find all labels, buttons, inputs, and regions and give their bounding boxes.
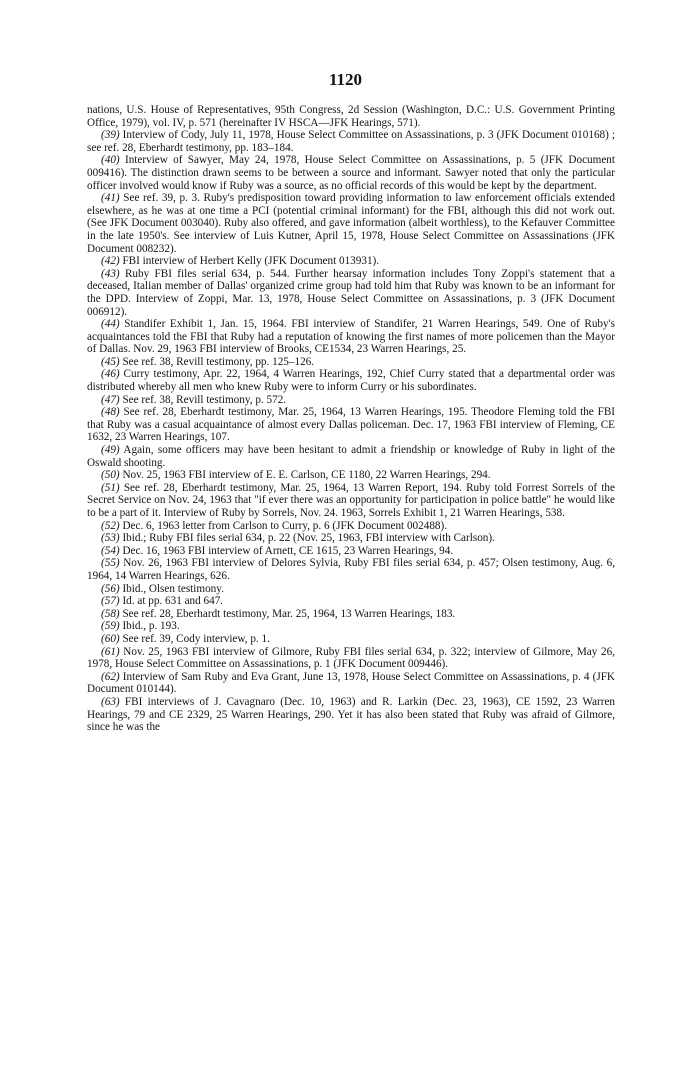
footnote-text: Dec. 16, 1963 FBI interview of Arnett, CE 1615, 23 Warren Hearings, 94.	[122, 544, 454, 557]
footnote-number: (51)	[101, 481, 120, 494]
footnote-text: Ruby FBI files serial 634, p. 544. Further hearsay information includes Tony Zoppi's statement that a deceased, Italian member of Dallas' organized crime group had told him that Ruby was known to be an informant for the DPD. Interview of Zoppi, Mar. 13, 1978, House Select Committee on Assassinations, p. 3 (JFK Document 006912).	[87, 267, 615, 318]
footnote-text: Interview of Cody, July 11, 1978, House Select Committee on Assassinations, p. 3 (JFK Document 010168) ; see ref. 28, Eberhardt testimony, pp. 183–184.	[87, 129, 616, 154]
footnote-text: See ref. 39, Cody interview, p. 1.	[122, 632, 270, 645]
footnote-text: See ref. 38, Revill testimony, pp. 125–126.	[122, 355, 315, 368]
footnote	[87, 406, 615, 444]
footnote-text: Nov. 25, 1963 FBI interview of E. E. Carlson, CE 1180, 22 Warren Hearings, 294.	[122, 469, 491, 482]
footnote	[87, 620, 615, 633]
footnote-number: (52)	[101, 519, 120, 532]
footnote	[87, 696, 615, 734]
footnote-text: Ibid., p. 193.	[122, 620, 180, 633]
footnote	[87, 444, 615, 469]
footnote-number: (45)	[101, 355, 120, 368]
footnote	[87, 255, 615, 268]
footnote	[87, 608, 615, 621]
footnote-text: FBI interview of Herbert Kelly (JFK Document 013931).	[122, 255, 380, 268]
footnote-number: (63)	[101, 695, 120, 708]
footnote-number: (59)	[101, 620, 120, 633]
footnote-number: (58)	[101, 607, 120, 620]
footnote-text: See ref. 28, Eberhardt testimony, Mar. 25, 1964, 13 Warren Hearings, 183.	[122, 607, 456, 620]
footnote-text: Curry testimony, Apr. 22, 1964, 4 Warren Hearings, 192, Chief Curry stated that a departmental order was distributed whereby all men who knew Ruby were to inform Curry or his subordinates.	[87, 368, 615, 394]
footnote-text: Standifer Exhibit 1, Jan. 15, 1964. FBI interview of Standifer, 21 Warren Hearings, 549. One of Ruby's acquaintances told the FBI that Ruby had a reputation of knowing the first names of more policemen than the Mayor of Dallas. Nov. 29, 1963 FBI interview of Brooks, CE1534, 23 Warren Hearings, 25.	[87, 318, 615, 356]
footnote-number: (62)	[101, 670, 120, 683]
footnote-text: Nov. 25, 1963 FBI interview of Gilmore, Ruby FBI files serial 634, p. 322; interview of Gilmore, May 26, 1978, House Select Committee on Assassinations, p. 1 (JFK Document 009446).	[87, 645, 615, 671]
footnote	[87, 318, 615, 356]
footnote	[87, 154, 615, 192]
footnote	[87, 104, 615, 129]
footnote	[87, 557, 615, 582]
footnote-number: (47)	[101, 393, 120, 406]
footnote-text: See ref. 39, p. 3. Ruby's predisposition toward providing information to law enforcement officials extended elsewhere, as he was at one time a PCI (potential criminal informant) for the FBI, although this did not work out. (See JFK Document 003040). Ruby also offered, and gave information (albeit worthless), to the Kefauver Committee in the late 1950's. See interview of Luis Kutner, April 15, 1978, House Select Committee on Assassinations (JFK Document 008232).	[87, 192, 616, 255]
footnote-number: (43)	[101, 267, 120, 280]
footnote-text: See ref. 28, Eberhardt testimony, Mar. 25, 1964, 13 Warren Report, 194. Ruby told Forrest Sorrels of the Secret Service on Nov. 24, 1963 that "if ever there was an opportunity for participation in police battle" he would like to be a part of it. Interview of Ruby by Sorrels, Nov. 24. 1963, Sorrels Exhibit 1, 21 Warren Hearings, 538.	[87, 481, 615, 519]
footnote-number: (57)	[101, 595, 120, 608]
footnote-text: Interview of Sawyer, May 24, 1978, House Select Committee on Assassinations, p. 5 (JFK Document 009416). The distinction drawn seems to be between a source and informant. Sawyer noted that only the particular officer involved would know if Ruby was a source, as no official records of this would be kept by the department.	[87, 154, 616, 192]
page-number: 1120	[328, 70, 363, 89]
footnote-text: Again, some officers may have been hesitant to admit a friendship or knowledge of Ruby in light of the Oswald shooting.	[87, 444, 615, 469]
footnote	[87, 368, 615, 393]
footnote-text: See ref. 38, Revill testimony, p. 572.	[122, 393, 287, 406]
footnote	[87, 532, 615, 545]
footnote-number: (60)	[101, 632, 120, 645]
footnote	[87, 482, 615, 520]
footnote-number: (55)	[101, 557, 120, 570]
footnote-number: (44)	[101, 318, 120, 331]
footnote	[87, 646, 615, 671]
footnote-number: (54)	[101, 544, 120, 557]
footnote-number: (50)	[101, 469, 120, 482]
footnote-number: (56)	[101, 582, 120, 595]
footnote-text: Nov. 26, 1963 FBI interview of Delores Sylvia, Ruby FBI files serial 634, p. 457; Olsen testimony, Aug. 6, 1964, 14 Warren Hearings, 626.	[87, 557, 615, 582]
footnote-text: Dec. 6, 1963 letter from Carlson to Curry, p. 6 (JFK Document 002488).	[122, 519, 448, 532]
footnote-text: nations, U.S. House of Representatives, 95th Congress, 2d Session (Washington, D.C.: U.S. Government Printing Office, 1979), vol. IV, p. 571 (hereinafter IV HSCA—JFK Hearings, 571).	[87, 104, 615, 129]
footnote	[87, 633, 615, 646]
footnote-number: (49)	[101, 444, 120, 457]
footnote-number: (46)	[101, 368, 120, 381]
footnote-text: Ibid., Olsen testimony.	[122, 582, 224, 595]
footnote	[87, 595, 615, 608]
footnote-number: (61)	[101, 645, 120, 658]
footnote	[87, 469, 615, 482]
footnote-text: See ref. 28, Eberhardt testimony, Mar. 25, 1964, 13 Warren Hearings, 195. Theodore Fleming told the FBI that Ruby was a casual acquaintance of almost every Dallas policeman. Dec. 17, 1963 FBI interview of Fleming, CE 1632, 23 Warren Hearings, 107.	[87, 406, 616, 444]
footnote	[87, 356, 615, 369]
footnote-number: (48)	[101, 406, 120, 419]
footnote	[87, 268, 615, 318]
footnote-number: (42)	[101, 255, 120, 268]
footnote-text: FBI interviews of J. Cavagnaro (Dec. 10, 1963) and R. Larkin (Dec. 23, 1963), CE 1592, 23 Warren Hearings, 79 and CE 2329, 25 Warren Hearings, 290. Yet it has also been stated that Ruby was afraid of Gilmore, since he was the	[87, 695, 615, 734]
footnote-text: Id. at pp. 631 and 647.	[122, 595, 224, 608]
footnote-text: Ibid.; Ruby FBI files serial 634, p. 22 (Nov. 25, 1963, FBI interview with Carlson).	[122, 532, 495, 545]
footnote	[87, 545, 615, 558]
footnote-number: (53)	[101, 532, 120, 545]
footnote-text: Interview of Sam Ruby and Eva Grant, June 13, 1978, House Select Committee on Assassinations, p. 4 (JFK Document 010144).	[87, 670, 615, 696]
footnotes	[87, 104, 615, 734]
footnote-number: (41)	[101, 192, 120, 205]
footnote	[87, 671, 615, 696]
footnote	[87, 520, 615, 533]
footnote-number: (39)	[101, 129, 120, 142]
footnote	[87, 192, 615, 255]
footnote	[87, 583, 615, 596]
footnote	[87, 129, 615, 154]
footnote-number: (40)	[101, 154, 120, 167]
footnote	[87, 394, 615, 407]
